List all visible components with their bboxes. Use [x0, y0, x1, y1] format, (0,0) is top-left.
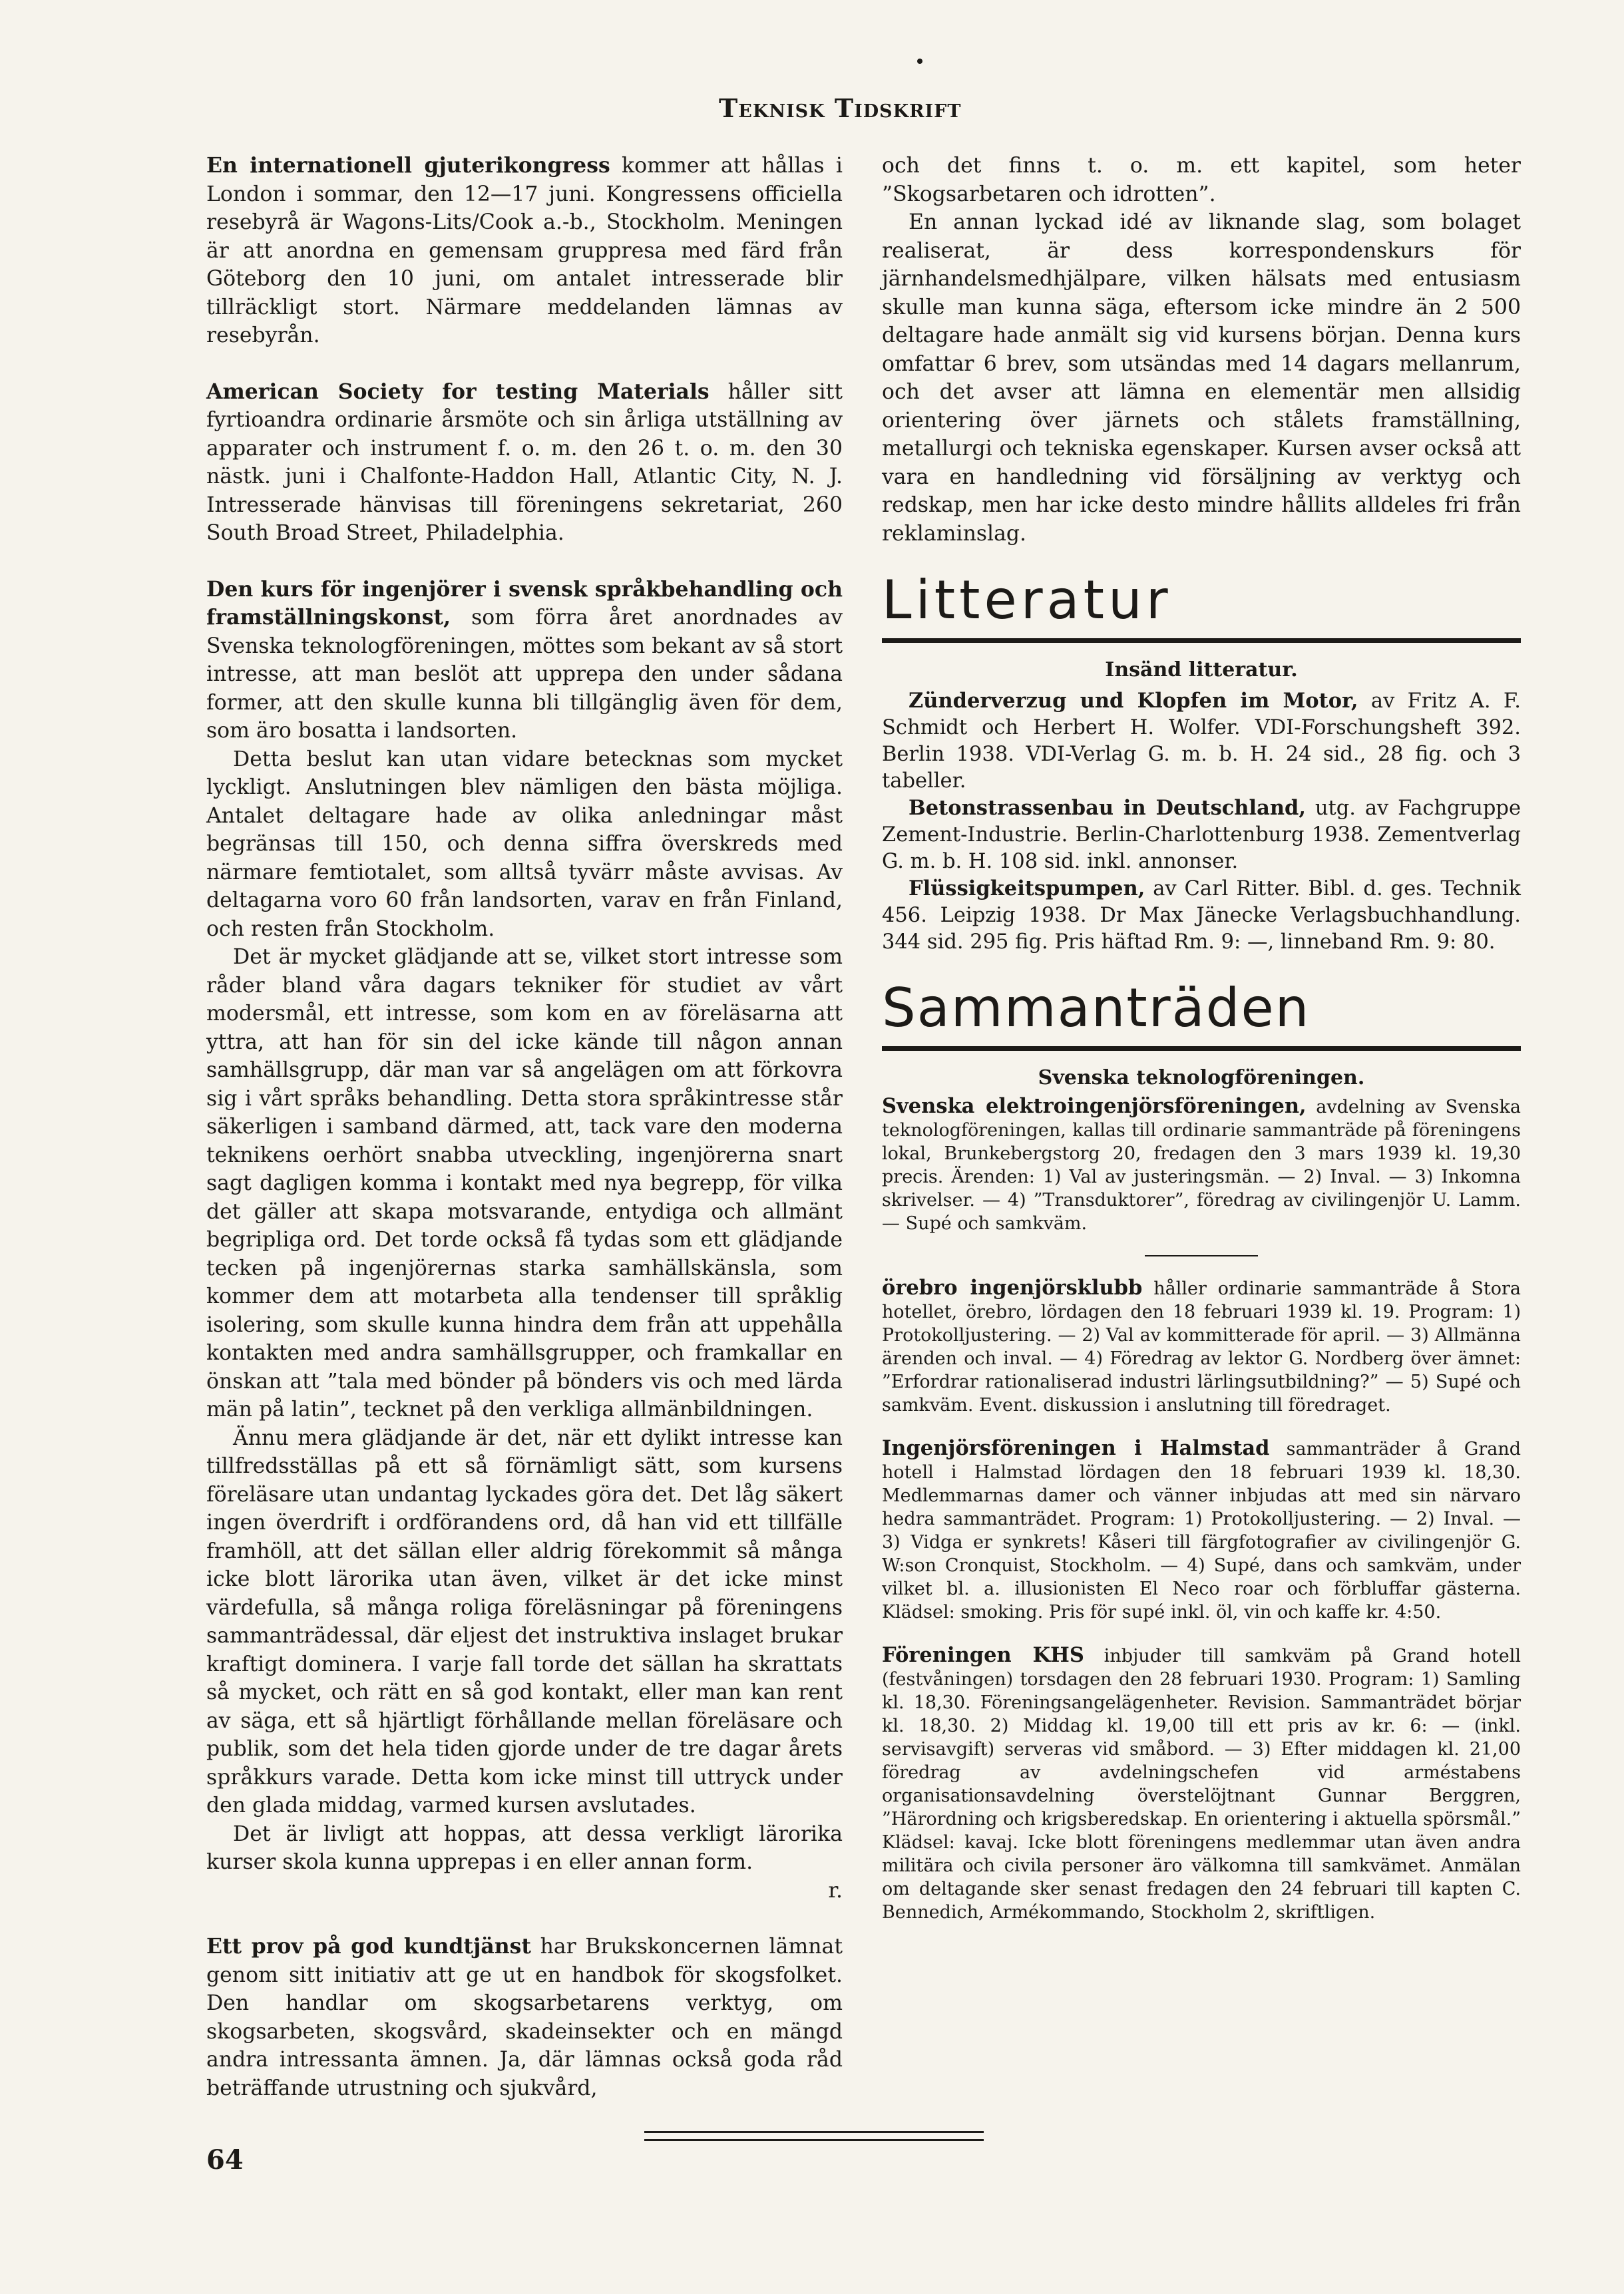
- article-lead: Den kurs för ingenjörer i svensk språkbehandling och framställningskonst,: [206, 576, 843, 630]
- notice-text: har Brukskoncernen lämnat genom sitt initiativ att ge ut en handbok för skogsfolket. Den handlar om skogsarbetarens verktyg, om skogsarbeten, skogsvård, skadeinsekter och en mängd andra intressanta ämnen. Ja, där lämnas också goda råd beträffande utrustning och sjukvård,: [206, 1935, 843, 2100]
- literature-details: av Fritz A. F. Schmidt och Herbert H. Wolfer. VDI-Forschungsheft 392. Berlin 1938. VDI-Verlag G. m. b. H. 24 sid., 28 fig. och 3 tabeller.: [882, 689, 1521, 793]
- notice-astm: [206, 378, 843, 548]
- meeting-title: Svenska elektroingenjörsföreningen,: [882, 1094, 1307, 1118]
- section-rule: [882, 638, 1521, 643]
- article-paragraph: Detta beslut kan utan vidare betecknas som mycket lyckligt. Anslutningen blev nämligen den bästa möjliga. Antalet deltagare hade av olika anledningar måst begränsas till 150, och denna siffra överskreds med närmare femtiotalet, som alltså tyvärr måste avvisas. Av deltagarna voro 60 från landsorten, varav en från Finland, och resten från Stockholm.: [206, 747, 843, 941]
- literature-list: [882, 687, 1521, 956]
- decorative-dot: [917, 59, 922, 64]
- page-number: 64: [206, 2144, 244, 2176]
- meeting-details: avdelning av Svenska teknologföreningen, kallas till ordinarie sammanträde på föreningens lokal, Brunkebergstorg 20, fredagen den 3 mars 1939 kl. 19,30 precis. Ärenden: 1) Val av justeringsmän. — 2) Inval. — 3) Inkomna skrivelser. — 4) ”Transduktorer”, föredrag av civilingenjör U. Lamm. — Supé och samkväm.: [882, 1097, 1521, 1234]
- literature-item: [882, 795, 1521, 875]
- notice-gjuterikongress: [206, 152, 843, 350]
- literature-item: [882, 875, 1521, 956]
- meeting-item: [882, 1644, 1521, 1924]
- journal-header: Teknisk Tidskrift: [719, 93, 962, 123]
- notice-lead: American Society for testing Materials: [206, 379, 710, 404]
- divider: [1145, 1255, 1258, 1256]
- footer-rule: [644, 2131, 984, 2133]
- section-heading-litteratur: Litteratur: [882, 569, 1172, 631]
- section-heading-sammantraden: Sammanträden: [882, 976, 1311, 1039]
- article-paragraph-closing: [206, 1820, 843, 1905]
- section-subheading: Svenska teknologföreningen.: [1038, 1065, 1365, 1089]
- footer-rule: [644, 2139, 984, 2141]
- notice-continued: och det finns t. o. m. ett kapitel, som heter ”Skogsarbetaren och idrotten”.: [882, 154, 1521, 206]
- left-column: [206, 152, 843, 2102]
- meeting-details: inbjuder till samkväm på Grand hotell (festvåningen) torsdagen den 28 februari 1930. Program: 1) Samling kl. 18,30. Föreningsangelägenheter. Revision. Sammanträdet börjar kl. 18,30. 2) Middag kl. 19,00 till ett pris av kr. 6: — (inkl. servisavgift) serveras vid småbord. — 3) Efter middagen kl. 21,00 föredrag av avdelningschefen vid arméstabens organisationsavdelning överstelöjtnant Gunnar Berggren, ”Härordning och krigsberedskap. En orientering i aktuella spörsmål.” Klädsel: kavaj. Icke blott föreningens medlemmar utan även andra militära och civila personer äro välkomna till samkvämet. Anmälan om deltagande sker senast fredagen den 24 februari till kapten C. Bennedich, Armékommando, Stockholm 2, skriftligen.: [882, 1646, 1521, 1923]
- article-text: som förra året anordnades av Svenska teknologföreningen, möttes som bekant av så stort intresse, att man beslöt att upprepa den under sådana former, att den skulle kunna bli tillgänglig även för dem, som äro bosatta i landsorten.: [206, 606, 843, 743]
- notice-text: håller sitt fyrtioandra ordinarie årsmöte och sin årliga utställning av apparater och instrument f. o. m. den 26 t. o. m. den 30 nästk. juni i Chalfonte-Haddon Hall, Atlantic City, N. J. Intresserade hänvisas till föreningens sekretariat, 260 South Broad Street, Philadelphia.: [206, 379, 843, 545]
- meetings-list: [882, 1095, 1521, 1924]
- notice-paragraph: En annan lyckad idé av liknande slag, som bolaget realiserat, är dess korrespondenskurs för järnhandelsmedhjälpare, vilken hälsats med entusiasm skulle man kunna säga, eftersom icke mindre än 2 500 deltagare hade anmält sig vid kursens början. Denna kurs omfattar 6 brev, som utsändas med 14 dagars mellanrum, och det avser att lämna en elementär men allsidig orientering över järnets och stålets framställning, metallurgi och tekniska egenskaper. Kursen avser också att vara en handledning vid försäljning av verktyg och redskap, men har icke desto mindre hållits alldeles fri från reklaminslag.: [882, 210, 1521, 546]
- meeting-details: sammanträder å Grand hotell i Halmstad lördagen den 18 februari 1939 kl. 18,30. Medlemmarnas damer och vänner inbjudas att med sin närvaro hedra sammanträdet. Program: 1) Protokolljustering. — 2) Inval. — 3) Vidga er synkrets! Kåseri till färgfotografier av civilingenjör G. W:son Cronquist, Stockholm. — 4) Supé, dans och samkväm, under vilket bl. a. illusionisten El Neco roar och förbluffar gästerna. Klädsel: smoking. Pris för supé inkl. öl, vin och kaffe kr. 4:50.: [882, 1439, 1521, 1623]
- literature-title: Betonstrassenbau in Deutschland,: [909, 795, 1306, 820]
- notice-lead: Ett prov på god kundtjänst: [206, 1934, 531, 1959]
- literature-details: utg. av Fachgruppe Zement-Industrie. Berlin-Charlottenburg 1938. Zementverlag G. m. b. H. 108 sid. inkl. annonser.: [882, 796, 1521, 873]
- article-signature: r.: [828, 1878, 843, 1903]
- notice-kundtjanst: [206, 1933, 843, 2102]
- notice-lead: En internationell gjuterikongress: [206, 153, 610, 178]
- meeting-title: Föreningen KHS: [882, 1643, 1084, 1667]
- meeting-title: Ingenjörsföreningen i Halmstad: [882, 1436, 1270, 1460]
- meeting-item: [882, 1276, 1521, 1417]
- article-paragraph: Det är mycket glädjande att se, vilket stort intresse som råder bland våra dagars tekniker för studiet av vårt modersmål, ett intresse, som kom en av föreläsarna att yttra, att han för sin del icke kände till någon annan samhällsgrupp, där man var så angelägen om att förkovra sig i vårt språks behandling. Detta stora språkintresse står säkerligen i samband därmed, att, tack vare den moderna teknikens oerhört snabba utveckling, ingenjörerna snart sagt dagligen komma i kontakt med nya begrepp, för vilka det gäller att skapa motsvarande, entydiga och allmänt begripliga ord. Det torde också få tydas som ett glädjande tecken på ingenjörernas starka samhällskänsla, som kommer dem att motarbeta alla tendenser till språklig isolering, som skulle kunna hindra dem från att uppehålla kontakten med andra samhällsgrupper, och framkallar en önskan att ”tala med bönder på bönders vis och med lärda män på latin”, tecknet på den verkliga allmänbildningen.: [206, 945, 843, 1422]
- meeting-title: örebro ingenjörsklubb: [882, 1276, 1143, 1300]
- article-paragraph: Ännu mera glädjande är det, när ett dylikt intresse kan tillfredsställas på ett så förnämligt sätt, som kursens föreläsare utan undantag lyckades göra det. Det låg säkert ingen överdrift i ordförandens ord, då han vid ett tillfälle framhöll, att det sällan eller aldrig förekommit så många icke blott lärorika utan även, vilket är det icke minst värdefulla, så många roliga föreläsningar på föreningens sammanträdessal, där eljest det instruktiva inslaget brukar kraftigt dominera. I varje fall torde det sällan ha skrattats så mycket, och rätt en så god kontakt, eller man kan rent av säga, ett så hjärtligt förhållande mellan föreläsare och publik, som det hela tiden gjorde under de tre dagar årets språkkurs varade. Detta kom icke minst till uttryck under den glada middag, varmed kursen avslutades.: [206, 1426, 843, 1817]
- meeting-item: [882, 1095, 1521, 1235]
- meeting-details: håller ordinarie sammanträde å Stora hotellet, örebro, lördagen den 18 februari 1939 kl. 19. Program: 1) Protokolljustering. — 2) Val av kommitterade för april. — 3) Allmänna ärenden och inval. — 4) Föredrag av lektor G. Nordberg över ämnet: ”Erfordrar rationaliserad industri lärlingsutbildning?” — 5) Supé och samkväm. Event. diskussion i anslutning till föredraget.: [882, 1278, 1521, 1416]
- article-sprakkurs-intro: [206, 576, 843, 745]
- literature-details: av Carl Ritter. Bibl. d. ges. Technik 456. Leipzig 1938. Dr Max Jänecke Verlagsbuchhandlung. 344 sid. 295 fig. Pris häftad Rm. 9: —, linneband Rm. 9: 80.: [882, 876, 1521, 954]
- article-text: Det är livligt att hoppas, att dessa verkligt lärorika kurser skola kunna upprepas i en eller annan form.: [206, 1821, 843, 1874]
- literature-item: [882, 687, 1521, 795]
- right-column: [882, 152, 1521, 1924]
- section-subheading: Insänd litteratur.: [1105, 658, 1298, 681]
- meeting-item: [882, 1437, 1521, 1624]
- literature-title: Flüssigkeitspumpen,: [909, 876, 1145, 900]
- literature-title: Zünderverzug und Klopfen im Motor,: [909, 688, 1358, 713]
- section-rule: [882, 1046, 1521, 1051]
- notice-text: kommer att hållas i London i sommar, den 12—17 juni. Kongressens officiella resebyrå är Wagons-Lits/Cook a.-b., Stockholm. Meningen är att anordna en gemensam gruppresa med färd från Göteborg den 10 juni, om antalet intresserade blir tillräckligt stort. Närmare meddelanden lämnas av resebyrån.: [206, 154, 843, 347]
